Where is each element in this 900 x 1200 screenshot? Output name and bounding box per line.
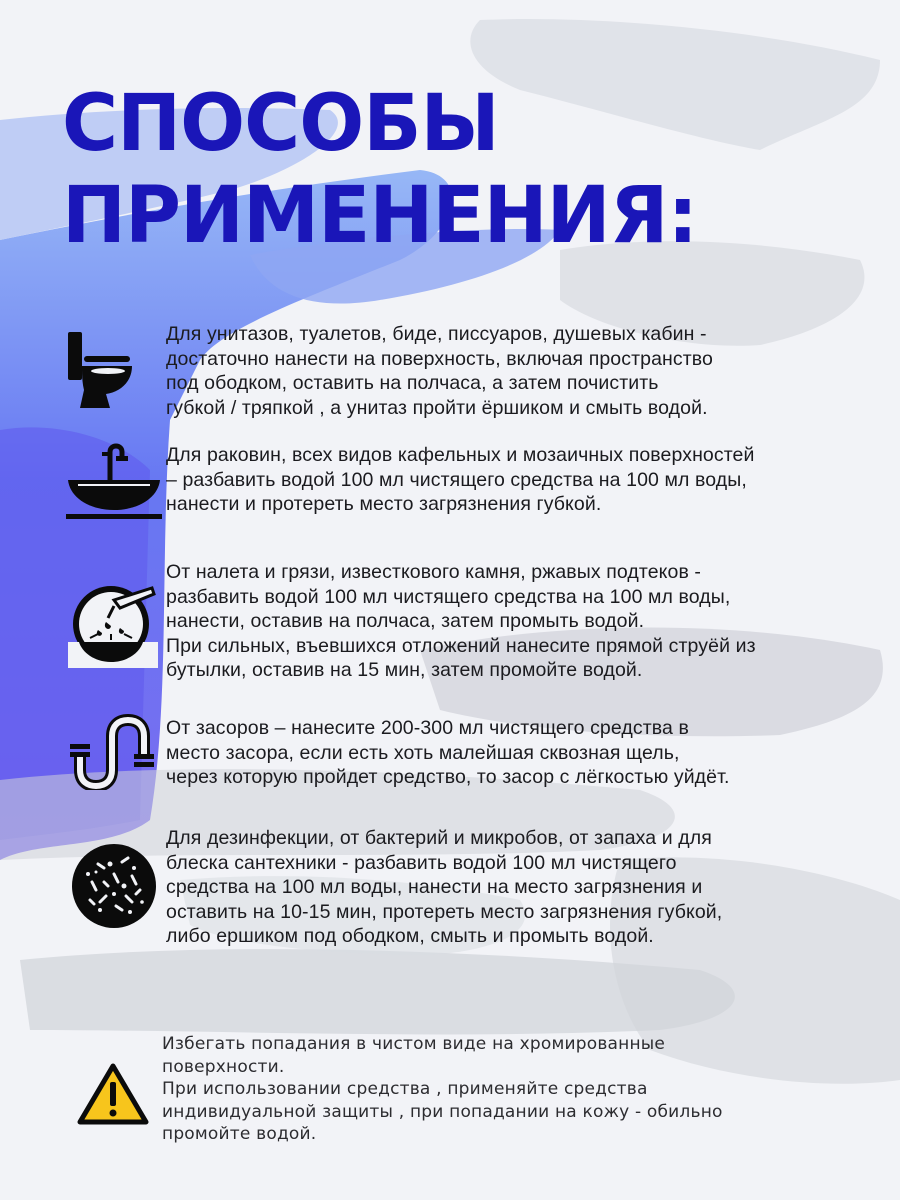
warning-line: промойте водой. (162, 1124, 317, 1144)
toilet-icon (64, 330, 136, 410)
limescale-icon (68, 578, 158, 668)
section-line: оставить на 10-15 мин, протереть место загрязнения губкой, (166, 900, 723, 923)
warning-icon (76, 1062, 150, 1126)
section-line: – разбавить водой 100 мл чистящего средства на 100 мл воды, (166, 468, 747, 491)
section-disinfection (166, 826, 722, 949)
page-title (62, 78, 697, 262)
section-line: Для унитазов, туалетов, биде, писсуаров, душевых кабин - (166, 323, 707, 345)
bacteria-icon (70, 842, 158, 930)
section-line: губкой / тряпкой , а унитаз пройти ёршиком и смыть водой. (166, 396, 708, 419)
section-limescale (166, 560, 756, 683)
drain-pipe-icon (64, 714, 156, 790)
section-line: через которую пройдет средство, то засор с лёгкостью уйдёт. (166, 766, 730, 788)
section-line: От налета и грязи, известкового камня, ржавых подтеков - (166, 561, 702, 583)
sink-icon (66, 440, 162, 520)
section-line: Для раковин, всех видов кафельных и мозаичных поверхностей (166, 444, 755, 466)
section-toilets (166, 322, 713, 420)
section-line: нанести и протереть место загрязнения губкой. (166, 493, 602, 515)
warning-line: При использовании средства , применяйте средства (162, 1079, 648, 1099)
section-line: нанести, оставив на полчаса, затем промыть водой. (166, 610, 645, 632)
warning-text (162, 1033, 723, 1146)
warning-line: индивидуальной защиты , при попадании на кожу - обильно (162, 1101, 723, 1122)
warning-line: Избегать попадания в чистом виде на хромированные (162, 1034, 666, 1054)
section-line: разбавить водой 100 мл чистящего средства на 100 мл воды, (166, 585, 731, 608)
section-line: От засоров – нанесите 200-300 мл чистящего средства в (166, 717, 689, 739)
warning-line: поверхности. (162, 1056, 285, 1077)
section-sinks (166, 443, 754, 517)
section-line: бутылки, оставив на 15 мин, затем промойте водой. (166, 659, 643, 681)
section-line: достаточно нанести на поверхность, включая пространство (166, 347, 713, 370)
section-clogs (166, 716, 730, 790)
title-line-1: СПОСОБЫ (62, 79, 499, 169)
section-line: При сильных, въевшихся отложений нанесите прямой струёй из (166, 634, 756, 657)
section-line: под ободком, оставить на полчаса, а затем почистить (166, 372, 659, 394)
section-line: средства на 100 мл воды, нанести на место загрязнения и (166, 876, 703, 898)
section-line: место засора, если есть хоть малейшая сквозная щель, (166, 741, 680, 764)
title-line-2: ПРИМЕНЕНИЯ: (62, 171, 698, 261)
section-line: Для дезинфекции, от бактерий и микробов, от запаха и для (166, 827, 712, 849)
section-line: либо ершиком под ободком, смыть и промыть водой. (166, 925, 654, 947)
section-line: блеска сантехники - разбавить водой 100 мл чистящего (166, 851, 677, 874)
